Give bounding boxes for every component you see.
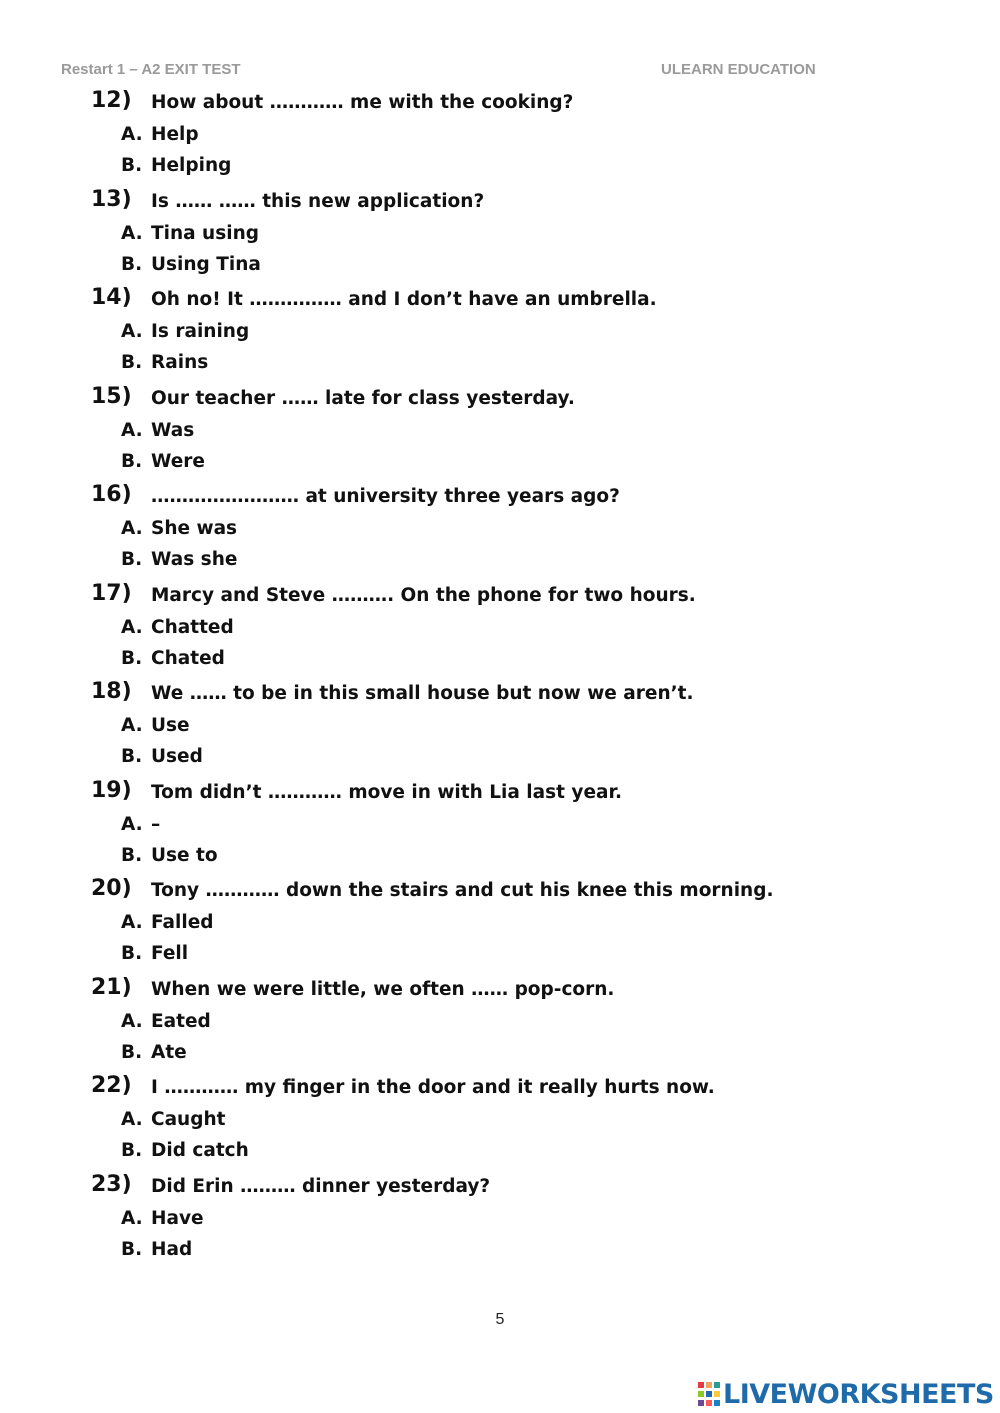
option-b-label: Helping <box>151 155 232 176</box>
option-b-label: Had <box>151 1238 193 1260</box>
question-text: Our teacher …… late for class yesterday. <box>151 387 575 409</box>
option-b-label: Were <box>151 450 205 472</box>
option-a-label: Have <box>151 1207 204 1229</box>
option-a-letter: A. <box>121 1207 143 1229</box>
question-number: 14) <box>91 285 132 310</box>
option-b-letter: B. <box>121 352 143 373</box>
question-item <box>0 973 1000 1072</box>
question-item <box>0 86 1000 185</box>
question-number: 21) <box>91 974 132 1000</box>
question-number: 13) <box>91 186 132 212</box>
option-a-letter: A. <box>121 616 143 638</box>
option-a[interactable] <box>121 814 160 835</box>
question-item <box>0 776 1000 875</box>
option-b[interactable] <box>121 1042 187 1063</box>
question-text: Tony ………… down the stairs and cut his knee this morning. <box>151 880 774 901</box>
option-b-letter: B. <box>121 1238 143 1260</box>
option-a-letter: A. <box>121 321 143 342</box>
option-b-letter: B. <box>121 647 143 669</box>
header-test-title: Restart 1 – A2 EXIT TEST <box>61 61 241 78</box>
question-text: Tom didn’t ………… move in with Lia last year. <box>151 781 622 803</box>
option-b-letter: B. <box>121 253 143 275</box>
question-number: 17) <box>91 580 132 606</box>
question-text: Is …… …… this new application? <box>151 190 485 212</box>
option-b-label: Use to <box>151 844 218 866</box>
option-b-letter: B. <box>121 746 143 767</box>
option-a-letter: A. <box>121 518 143 539</box>
option-b-label: Was she <box>151 549 238 570</box>
option-b-letter: B. <box>121 155 143 176</box>
option-a-letter: A. <box>121 813 143 835</box>
option-a[interactable] <box>121 715 190 736</box>
option-b[interactable] <box>121 746 203 767</box>
option-a-label: Falled <box>151 912 214 933</box>
option-b-letter: B. <box>121 943 143 964</box>
question-number: 16) <box>91 482 132 507</box>
option-b-label: Used <box>151 746 203 767</box>
question-text: How about ………… me with the cooking? <box>151 92 574 113</box>
question-number: 15) <box>91 383 132 409</box>
option-a-label: Eated <box>151 1010 211 1032</box>
liveworksheets-logo <box>698 1379 994 1409</box>
option-b-letter: B. <box>121 450 143 472</box>
option-b-letter: B. <box>121 549 143 570</box>
option-a[interactable] <box>121 617 234 638</box>
question-item <box>0 874 1000 973</box>
option-a-letter: A. <box>121 124 143 145</box>
page-number: 5 <box>495 1311 505 1328</box>
question-item <box>0 1170 1000 1269</box>
option-a-label: – <box>151 813 161 835</box>
option-b[interactable] <box>121 155 231 176</box>
question-text: …………………… at university three years ago? <box>151 486 620 507</box>
option-a-letter: A. <box>121 419 143 441</box>
question-item <box>0 480 1000 579</box>
option-b-letter: B. <box>121 1041 143 1063</box>
option-a[interactable] <box>121 518 237 539</box>
option-a[interactable] <box>121 1208 204 1229</box>
question-number: 23) <box>91 1171 132 1197</box>
option-b[interactable] <box>121 943 188 964</box>
option-a-letter: A. <box>121 912 143 933</box>
question-text: Did Erin ……… dinner yesterday? <box>151 1175 491 1197</box>
option-a[interactable] <box>121 420 194 441</box>
option-b-letter: B. <box>121 844 143 866</box>
question-item <box>0 677 1000 776</box>
header-school-name: ULEARN EDUCATION <box>661 61 816 78</box>
question-text: I ………… my finger in the door and it really hurts now. <box>151 1077 715 1098</box>
option-b[interactable] <box>121 352 208 373</box>
option-b-label: Rains <box>151 352 209 373</box>
question-item <box>0 579 1000 678</box>
option-a-label: She was <box>151 518 238 539</box>
question-item <box>0 382 1000 481</box>
option-a-letter: A. <box>121 222 143 244</box>
option-a-label: Caught <box>151 1109 226 1130</box>
option-b[interactable] <box>121 648 225 669</box>
option-b-label: Did catch <box>151 1140 249 1161</box>
option-b-label: Ate <box>151 1041 187 1063</box>
option-b[interactable] <box>121 254 261 275</box>
question-number: 18) <box>91 679 132 704</box>
option-a-label: Was <box>151 419 195 441</box>
question-number: 22) <box>91 1073 132 1098</box>
question-item <box>0 1071 1000 1170</box>
question-list <box>0 86 1000 1268</box>
option-a-label: Tina using <box>151 222 259 244</box>
option-a-letter: A. <box>121 1010 143 1032</box>
option-b-label: Chated <box>151 647 225 669</box>
question-number: 19) <box>91 777 132 803</box>
question-number: 12) <box>91 88 132 113</box>
option-a-letter: A. <box>121 1109 143 1130</box>
question-item <box>0 283 1000 382</box>
option-b[interactable] <box>121 845 218 866</box>
option-a-label: Help <box>151 124 199 145</box>
option-b[interactable] <box>121 451 205 472</box>
liveworksheets-logo-text: LIVEWORKSHEETS <box>723 1378 994 1410</box>
option-a-label: Chatted <box>151 616 234 638</box>
option-b[interactable] <box>121 1239 192 1260</box>
option-a-label: Is raining <box>151 321 250 342</box>
option-a[interactable] <box>121 1109 226 1130</box>
option-a[interactable] <box>121 912 214 933</box>
option-a[interactable] <box>121 321 249 342</box>
question-number: 20) <box>91 876 132 901</box>
option-b-label: Using Tina <box>151 253 261 275</box>
liveworksheets-logo-icon <box>698 1382 720 1406</box>
question-text: When we were little, we often …… pop-corn. <box>151 978 615 1000</box>
option-a[interactable] <box>121 223 259 244</box>
option-b[interactable] <box>121 1140 249 1161</box>
option-b-letter: B. <box>121 1140 143 1161</box>
option-a[interactable] <box>121 1011 211 1032</box>
question-text: Marcy and Steve ………. On the phone for two hours. <box>151 584 696 606</box>
option-a-letter: A. <box>121 715 143 736</box>
option-b[interactable] <box>121 549 237 570</box>
question-text: Oh no! It …………… and I don’t have an umbrella. <box>151 289 657 310</box>
option-a[interactable] <box>121 124 199 145</box>
question-item <box>0 185 1000 284</box>
question-text: We …… to be in this small house but now we aren’t. <box>151 683 694 704</box>
option-a-label: Use <box>151 715 190 736</box>
option-b-label: Fell <box>151 943 189 964</box>
